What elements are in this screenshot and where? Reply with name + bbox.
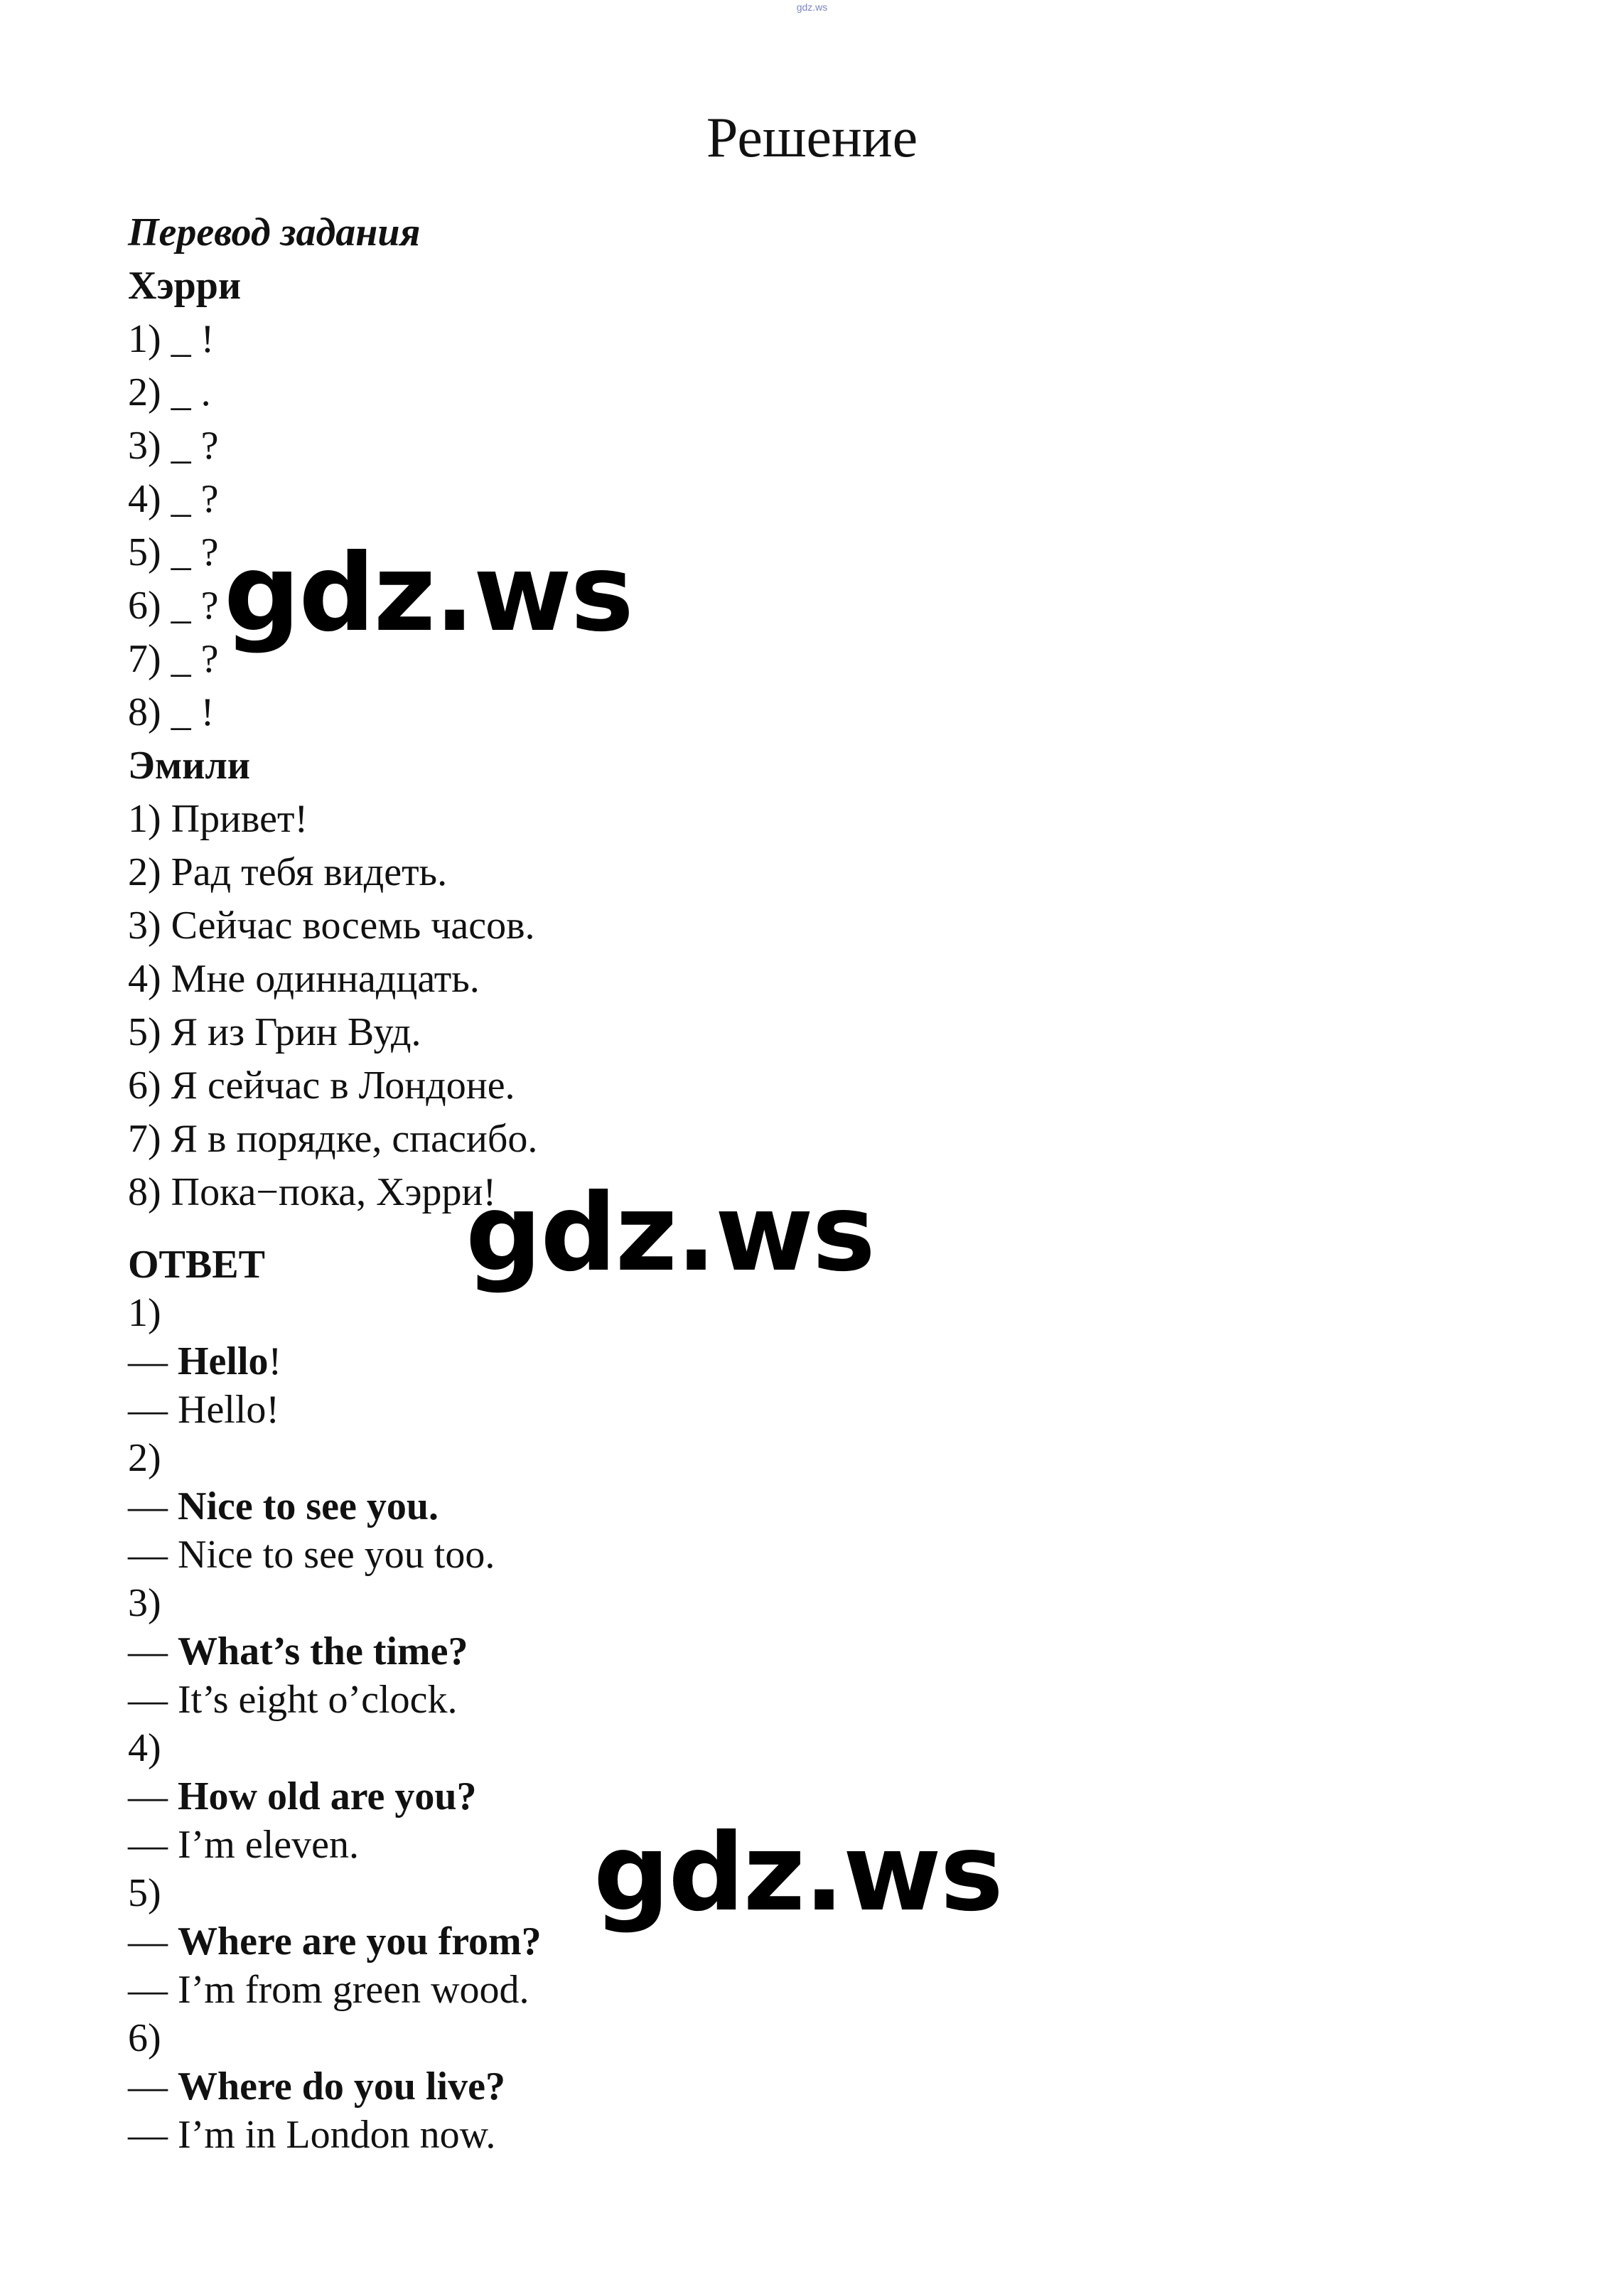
- emily-line: 3) Сейчас восемь часов.: [128, 904, 535, 948]
- harry-line: 6) _ ?: [128, 584, 219, 628]
- answer-number: 4): [128, 1726, 161, 1770]
- top-watermark: gdz.ws: [796, 1, 828, 13]
- answer-question: [128, 1627, 1478, 1676]
- emily-heading: Эмили: [128, 744, 251, 788]
- answer-reply: — Hello!: [128, 1388, 280, 1432]
- answer-reply: — I’m in London now.: [128, 2113, 496, 2157]
- dash: —: [128, 1339, 178, 1383]
- harry-line: 3) _ ?: [128, 424, 219, 468]
- question-bold: Hello: [178, 1339, 269, 1383]
- harry-line: 5) _ ?: [128, 530, 219, 574]
- dash: —: [128, 2064, 178, 2109]
- question-bold: Where are you from?: [178, 1919, 542, 1964]
- emily-line: 4) Мне одиннадцать.: [128, 957, 480, 1001]
- emily-line: 7) Я в порядке, спасибо.: [128, 1117, 538, 1161]
- watermark-logo: gdz.ws: [466, 1172, 874, 1295]
- question-bold: How old are you?: [178, 1774, 477, 1818]
- answer-number: 3): [128, 1581, 161, 1625]
- answer-reply: — I’m eleven.: [128, 1823, 359, 1867]
- harry-line: 1) _ !: [128, 317, 215, 361]
- harry-heading: Хэрри: [128, 264, 242, 308]
- watermark-logo: gdz.ws: [593, 1811, 1002, 1935]
- answer-question: [128, 1337, 1478, 1386]
- answer-number: 1): [128, 1291, 161, 1335]
- dash: —: [128, 1919, 178, 1964]
- dash: —: [128, 1629, 178, 1673]
- answer-heading: ОТВЕТ: [128, 1243, 265, 1287]
- answer-question: [128, 1482, 1478, 1531]
- dash: —: [128, 1774, 178, 1818]
- answer-question: [128, 2062, 1478, 2111]
- emily-line: 5) Я из Грин Вуд.: [128, 1010, 421, 1054]
- emily-line: 2) Рад тебя видеть.: [128, 850, 448, 894]
- emily-line: 1) Привет!: [128, 797, 308, 841]
- answer-section: [128, 1241, 1478, 2159]
- harry-line: 7) _ ?: [128, 637, 219, 681]
- answer-reply: — Nice to see you too.: [128, 1533, 495, 1577]
- page-title: Решение: [706, 107, 918, 169]
- translation-heading: Перевод задания: [128, 210, 421, 255]
- question-bold: Where do you live?: [178, 2064, 505, 2109]
- answer-number: 6): [128, 2016, 161, 2060]
- harry-line: 8) _ !: [128, 690, 215, 734]
- harry-line: 2) _ .: [128, 370, 211, 414]
- emily-lines: [128, 793, 1478, 1219]
- dash: —: [128, 1484, 178, 1528]
- question-bold: What’s the time?: [178, 1629, 468, 1673]
- answer-number: 2): [128, 1436, 161, 1480]
- answer-reply: — It’s eight o’clock.: [128, 1678, 458, 1722]
- question-bold: Nice to see you.: [178, 1484, 439, 1528]
- emily-line: 8) Пока−пока, Хэрри!: [128, 1170, 497, 1214]
- answer-number: 5): [128, 1871, 161, 1915]
- harry-lines: [128, 313, 1478, 739]
- question-tail: !: [268, 1339, 282, 1383]
- answer-reply: — I’m from green wood.: [128, 1968, 529, 2012]
- harry-line: 4) _ ?: [128, 477, 219, 521]
- emily-line: 6) Я сейчас в Лондоне.: [128, 1064, 515, 1108]
- watermark-logo: gdz.ws: [224, 532, 633, 655]
